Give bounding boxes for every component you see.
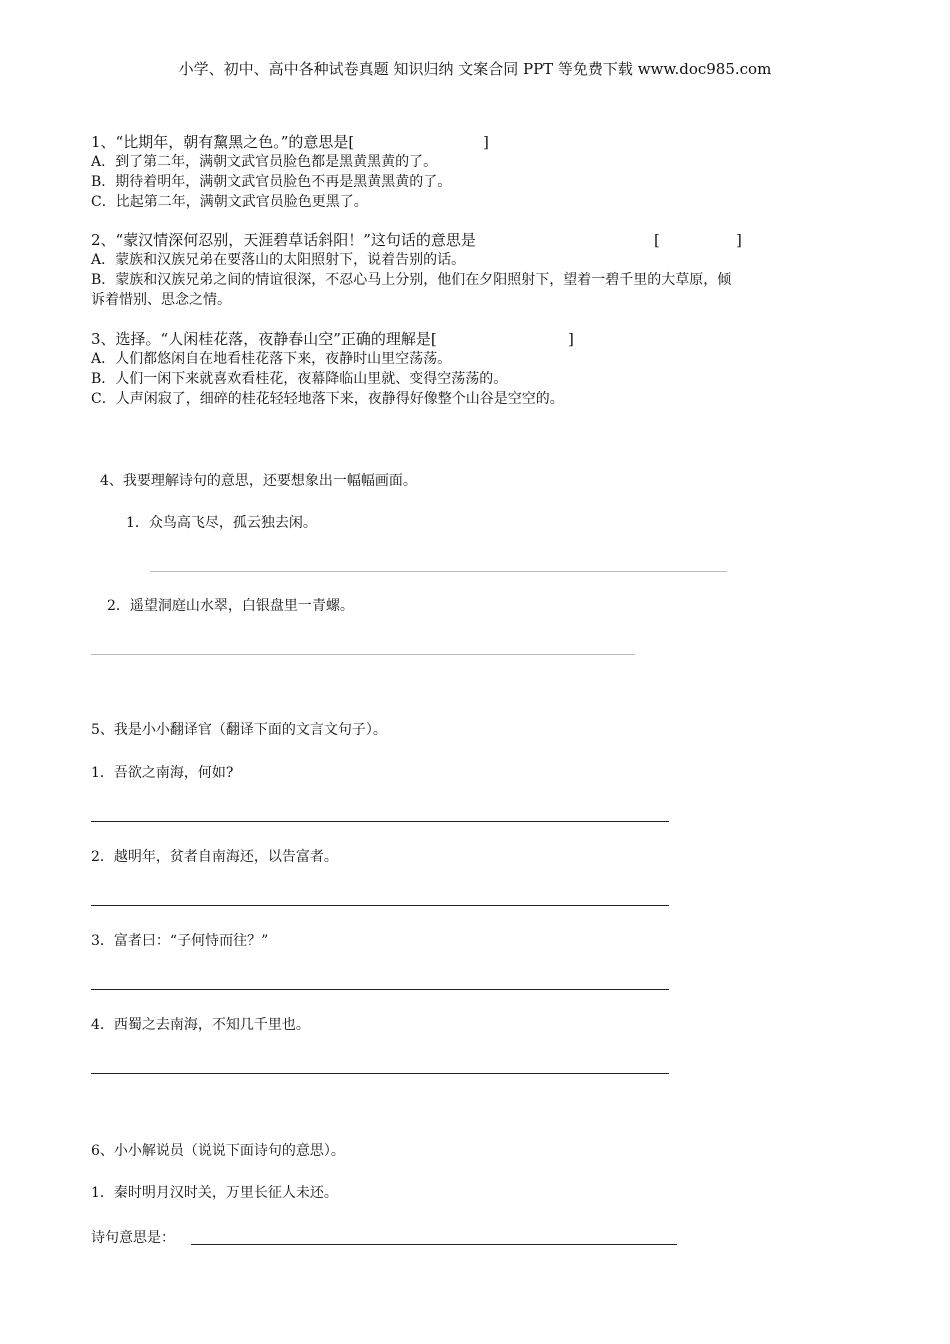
q1-answer-bracket-close: ] bbox=[483, 133, 489, 151]
q6-item-1: 1．秦时明月汉时关，万里长征人未还。 bbox=[91, 1185, 338, 1201]
q2-option-b-cont: 诉着惜别、思念之情。 bbox=[91, 292, 231, 308]
q2-answer-bracket-close: ] bbox=[736, 231, 742, 249]
q1-option-c: C．比起第二年，满朝文武官员脸色更黑了。 bbox=[91, 194, 368, 210]
q5-item-3: 3．富者曰：“子何恃而往？” bbox=[91, 933, 269, 949]
q5-item-2-answer-line[interactable] bbox=[91, 905, 669, 906]
q2-answer-bracket-open: [ bbox=[654, 231, 660, 249]
q1-option-b: B．期待着明年，满朝文武官员脸色不再是黑黄黑黄的了。 bbox=[91, 174, 452, 190]
q6-answer-line[interactable] bbox=[191, 1244, 677, 1245]
q2-stem: 2、“蒙汉情深何忍别，天涯碧草话斜阳！”这句话的意思是 bbox=[91, 231, 476, 249]
q5-item-1: 1．吾欲之南海，何如? bbox=[91, 765, 234, 781]
q3-option-b: B．人们一闲下来就喜欢看桂花，夜幕降临山里就、变得空荡荡的。 bbox=[91, 371, 508, 387]
q3-answer-bracket-close: ] bbox=[568, 330, 574, 348]
q5-item-3-answer-line[interactable] bbox=[91, 989, 669, 990]
q4-item-2-answer-line[interactable] bbox=[91, 654, 635, 655]
q5-item-4-answer-line[interactable] bbox=[91, 1073, 669, 1074]
q5-item-2: 2．越明年，贫者自南海还，以告富者。 bbox=[91, 849, 338, 865]
q3-stem: 3、选择。“人闲桂花落，夜静春山空”正确的理解是[ bbox=[91, 330, 437, 348]
q5-item-4: 4．西蜀之去南海，不知几千里也。 bbox=[91, 1017, 310, 1033]
q5-item-1-answer-line[interactable] bbox=[91, 821, 669, 822]
q2-option-a: A．蒙族和汉族兄弟在要落山的太阳照射下，说着告别的话。 bbox=[91, 252, 466, 268]
q1-stem: 1、“比期年，朝有黧黑之色。”的意思是[ bbox=[91, 133, 355, 151]
q4-item-1-answer-line[interactable] bbox=[150, 571, 727, 572]
q4-item-1: 1．众鸟高飞尽，孤云独去闲。 bbox=[126, 515, 317, 531]
q3-option-c: C．人声闲寂了，细碎的桂花轻轻地落下来，夜静得好像整个山谷是空空的。 bbox=[91, 391, 564, 407]
q6-stem: 6、小小解说员（说说下面诗句的意思）。 bbox=[91, 1143, 345, 1159]
q1-option-a: A．到了第二年，满朝文武官员脸色都是黑黄黑黄的了。 bbox=[91, 154, 438, 170]
page-header: 小学、初中、高中各种试卷真题 知识归纳 文案合同 PPT 等免费下载 www.doc985.com bbox=[178, 60, 772, 78]
q2-option-b: B．蒙族和汉族兄弟之间的情谊很深，不忍心马上分别，他们在夕阳照射下，望着一碧千里的大草原，倾 bbox=[91, 272, 732, 288]
q4-item-2: 2．遥望洞庭山水翠，白银盘里一青螺。 bbox=[107, 598, 354, 614]
q4-stem: 4、我要理解诗句的意思，还要想象出一幅幅画面。 bbox=[100, 473, 417, 489]
q6-answer-label: 诗句意思是： bbox=[91, 1230, 175, 1246]
q3-option-a: A．人们都悠闲自在地看桂花落下来，夜静时山里空荡荡。 bbox=[91, 351, 452, 367]
q5-stem: 5、我是小小翻译官（翻译下面的文言文句子）。 bbox=[91, 722, 387, 738]
